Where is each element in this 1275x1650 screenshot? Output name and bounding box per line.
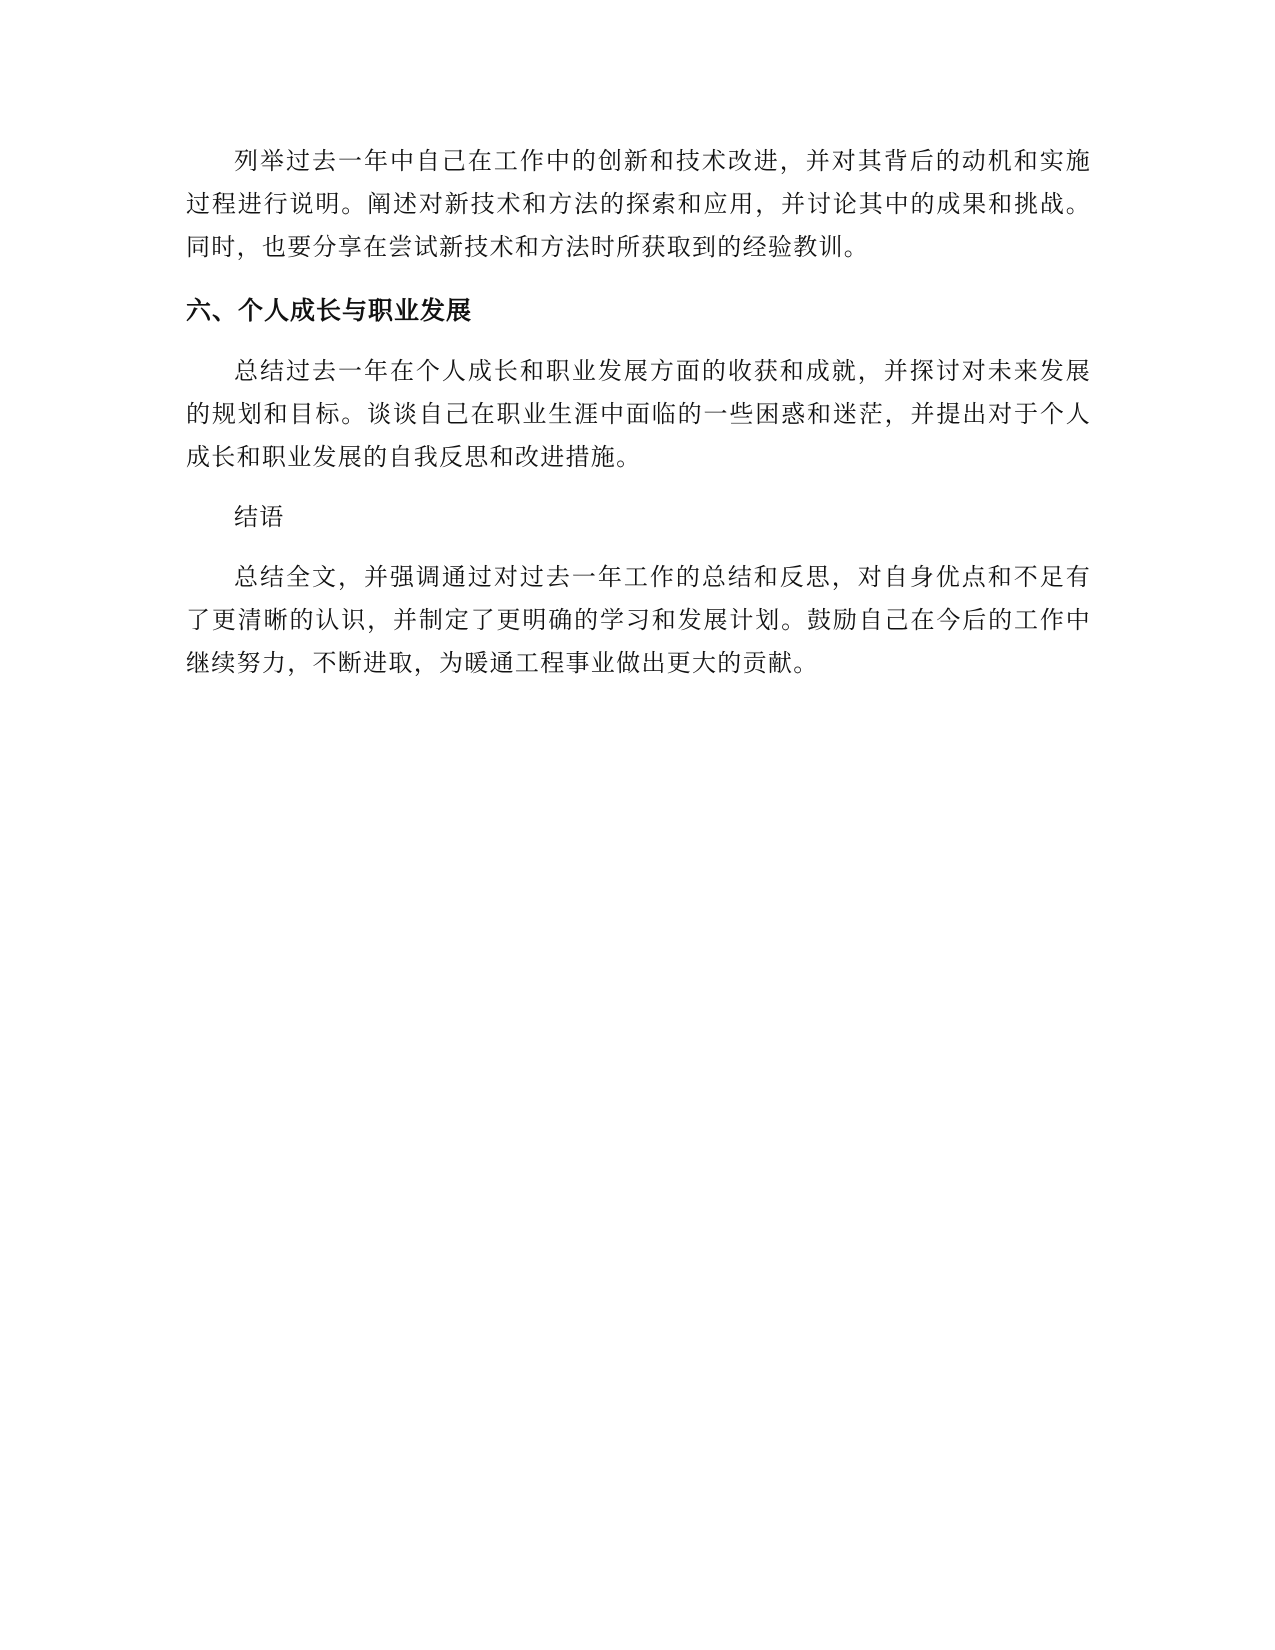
section-heading-personal-growth: 六、个人成长与职业发展 — [186, 296, 473, 325]
document-page — [186, 140, 1091, 685]
paragraph-conclusion: 总结全文，并强调通过对过去一年工作的总结和反思，对自身优点和不足有了更清晰的认识，并制定了更明确的学习和发展计划。鼓励自己在今后的工作中继续努力，不断进取，为暖通工程事业做出更大的贡献。 — [186, 563, 1091, 677]
conclusion-label: 结语 — [234, 503, 285, 531]
paragraph-growth: 总结过去一年在个人成长和职业发展方面的收获和成就，并探讨对未来发展的规划和目标。谈谈自己在职业生涯中面临的一些困惑和迷茫，并提出对于个人成长和职业发展的自我反思和改进措施。 — [186, 357, 1091, 471]
paragraph-innovation: 列举过去一年中自己在工作中的创新和技术改进，并对其背后的动机和实施过程进行说明。阐述对新技术和方法的探索和应用，并讨论其中的成果和挑战。同时，也要分享在尝试新技术和方法时所获取到的经验教训。 — [186, 147, 1091, 261]
